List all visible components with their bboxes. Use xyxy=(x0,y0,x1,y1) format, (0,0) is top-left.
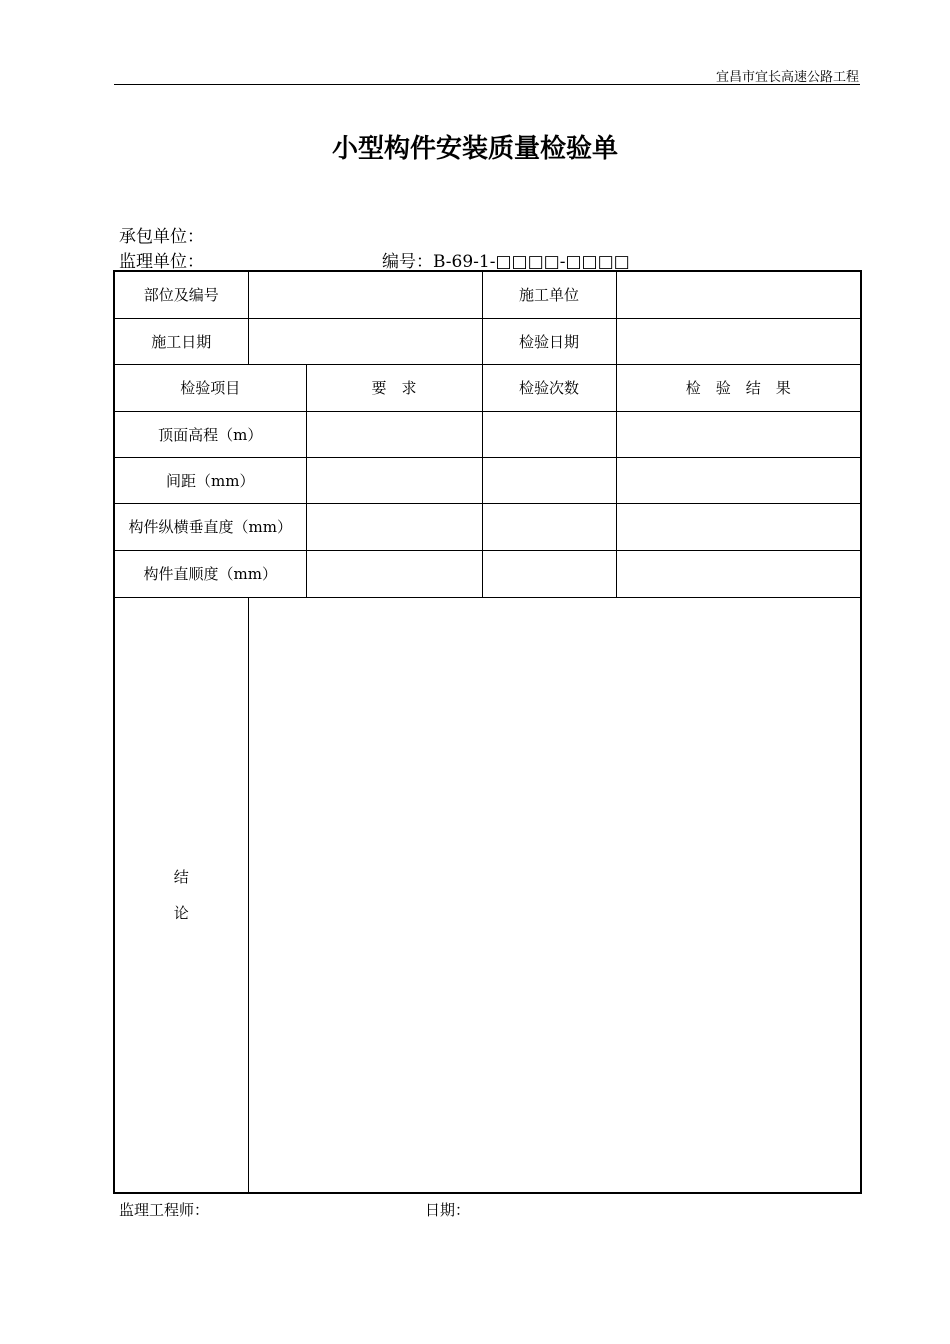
header-divider xyxy=(114,84,860,85)
table-header-row xyxy=(114,364,861,411)
label-location-number: 部位及编号 xyxy=(114,271,248,318)
table-row xyxy=(114,503,861,550)
table-row-location xyxy=(114,271,861,318)
field-construction-date[interactable] xyxy=(248,318,482,364)
conclusion-label-line1: 结 xyxy=(173,867,189,886)
table-row xyxy=(114,457,861,503)
column-header-requirement: 要 求 xyxy=(306,364,482,411)
item-result-field[interactable] xyxy=(616,411,861,457)
item-requirement-field[interactable] xyxy=(306,411,482,457)
date-label: 日期： xyxy=(425,1201,471,1219)
conclusion-field[interactable] xyxy=(248,597,861,1193)
form-number: 编号：B-69-1-□□□□-□□□□ xyxy=(382,252,630,272)
conclusion-label xyxy=(114,597,248,1193)
conclusion-label-line2: 论 xyxy=(173,903,189,922)
item-requirement-field[interactable] xyxy=(306,457,482,503)
item-result-field[interactable] xyxy=(616,457,861,503)
field-location-number[interactable] xyxy=(248,271,482,318)
table-row xyxy=(114,550,861,597)
table-row xyxy=(114,411,861,457)
item-name: 间距（mm） xyxy=(114,457,306,503)
column-header-count: 检验次数 xyxy=(482,364,616,411)
table-row-conclusion xyxy=(114,597,861,1193)
table-row-dates xyxy=(114,318,861,364)
field-inspection-date[interactable] xyxy=(616,318,861,364)
label-construction-unit: 施工单位 xyxy=(482,271,616,318)
item-result-field[interactable] xyxy=(616,503,861,550)
supervising-engineer-label: 监理工程师： xyxy=(119,1201,210,1219)
item-requirement-field[interactable] xyxy=(306,550,482,597)
inspection-form-table-wrapper xyxy=(113,270,862,1194)
item-requirement-field[interactable] xyxy=(306,503,482,550)
item-count-field[interactable] xyxy=(482,411,616,457)
field-construction-unit[interactable] xyxy=(616,271,861,318)
label-construction-date: 施工日期 xyxy=(114,318,248,364)
inspection-form-table xyxy=(113,270,862,1194)
item-count-field[interactable] xyxy=(482,550,616,597)
page-title: 小型构件安装质量检验单 xyxy=(331,134,618,164)
item-name: 构件直顺度（mm） xyxy=(114,550,306,597)
contractor-label: 承包单位： xyxy=(119,227,204,247)
column-header-result: 检 验 结 果 xyxy=(616,364,861,411)
header-project-name: 宜昌市宜长高速公路工程 xyxy=(715,70,859,85)
item-count-field[interactable] xyxy=(482,457,616,503)
item-name: 顶面高程（m） xyxy=(114,411,306,457)
item-name: 构件纵横垂直度（mm） xyxy=(114,503,306,550)
column-header-item: 检验项目 xyxy=(114,364,306,411)
item-count-field[interactable] xyxy=(482,503,616,550)
supervisor-label: 监理单位： xyxy=(119,252,204,272)
item-result-field[interactable] xyxy=(616,550,861,597)
label-inspection-date: 检验日期 xyxy=(482,318,616,364)
